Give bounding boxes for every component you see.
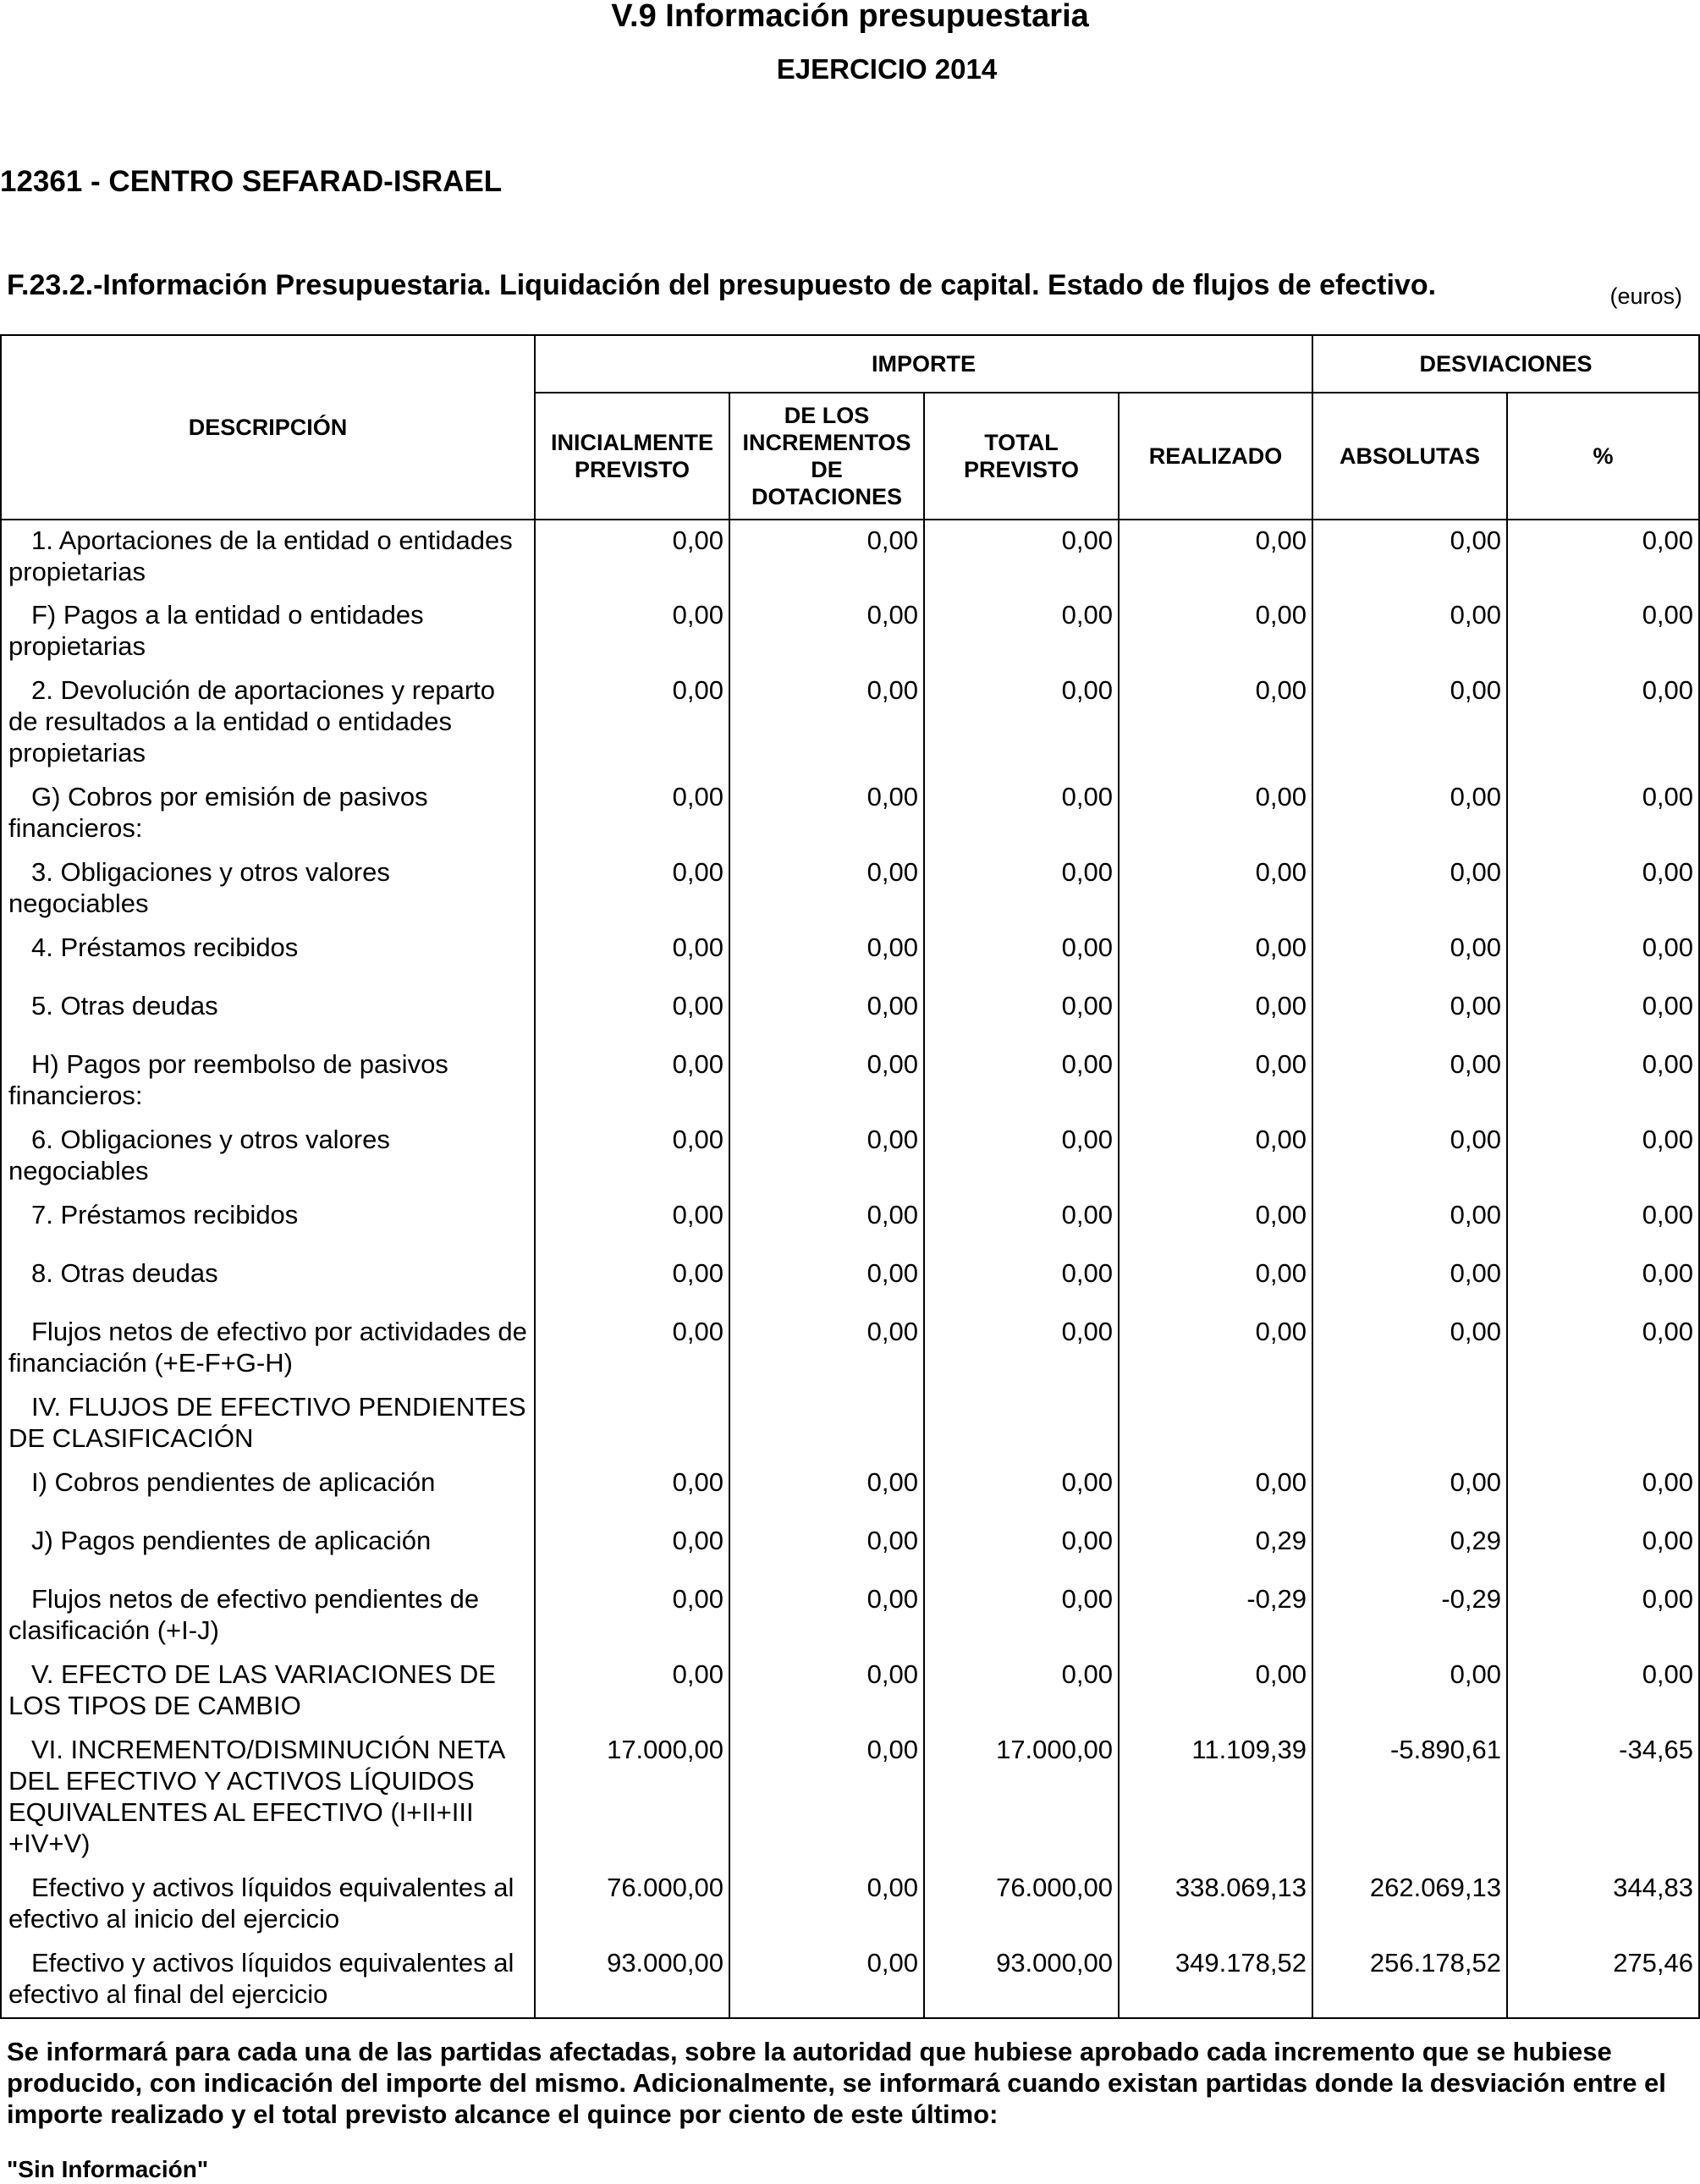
row-value: 338.069,13 [1119, 1868, 1312, 1943]
section-title: F.23.2.-Información Presupuestaria. Liquidación del presupuesto de capital. Estado de flujos de efectivo. [7, 269, 1437, 301]
table-row [1, 1312, 1699, 1387]
row-value: 0,00 [729, 1312, 924, 1387]
row-value: 0,00 [535, 777, 729, 852]
row-value: 0,00 [1507, 520, 1699, 595]
row-value [535, 1387, 729, 1462]
row-description: J) Pagos pendientes de aplicación [1, 1521, 535, 1579]
row-value: 0,00 [729, 1943, 924, 2018]
row-value: 0,00 [1507, 595, 1699, 670]
row-value: 76.000,00 [924, 1868, 1119, 1943]
table-row [1, 1462, 1699, 1521]
row-value: 262.069,13 [1312, 1868, 1507, 1943]
row-value: 17.000,00 [535, 1730, 729, 1868]
row-description: H) Pagos por reembolso de pasivos financieros: [1, 1044, 535, 1120]
table-row [1, 520, 1699, 595]
table-row [1, 1868, 1699, 1943]
row-value: 0,00 [1312, 777, 1507, 852]
row-value: 0,00 [729, 670, 924, 777]
row-value: 349.178,52 [1119, 1943, 1312, 2018]
row-value: 0,00 [1312, 1120, 1507, 1195]
row-value: 0,00 [535, 927, 729, 986]
row-value: 0,00 [535, 852, 729, 927]
row-value: -0,29 [1119, 1579, 1312, 1654]
units-label: (euros) [1609, 283, 1682, 309]
entity-name: 12361 - CENTRO SEFARAD-ISRAEL [0, 165, 503, 198]
row-value: 0,00 [535, 670, 729, 777]
row-value: 0,00 [535, 1312, 729, 1387]
row-value: 0,00 [729, 520, 924, 595]
row-description: Flujos netos de efectivo pendientes de clasificación (+I-J) [1, 1579, 535, 1654]
row-value: 0,00 [729, 595, 924, 670]
row-value: 0,00 [535, 1195, 729, 1253]
row-value: 0,00 [1119, 986, 1312, 1044]
row-value: 0,00 [924, 927, 1119, 986]
row-value: 344,83 [1507, 1868, 1699, 1943]
row-description: 6. Obligaciones y otros valores negociables [1, 1120, 535, 1195]
table-row [1, 1253, 1699, 1312]
row-description: 4. Préstamos recibidos [1, 927, 535, 986]
row-value: 0,00 [1312, 852, 1507, 927]
row-value: 0,00 [535, 1521, 729, 1579]
row-value: 0,00 [1119, 927, 1312, 986]
row-value: 0,00 [1312, 520, 1507, 595]
row-value: 0,00 [1119, 1312, 1312, 1387]
row-value: 0,00 [729, 1730, 924, 1868]
row-description: 1. Aportaciones de la entidad o entidades propietarias [1, 520, 535, 595]
row-value: 0,00 [729, 1044, 924, 1120]
row-value: 0,00 [729, 1462, 924, 1521]
row-value: 0,00 [1312, 670, 1507, 777]
table-row [1, 1120, 1699, 1195]
row-value: 0,00 [924, 1253, 1119, 1312]
row-value: 0,00 [1312, 1462, 1507, 1521]
row-value: 11.109,39 [1119, 1730, 1312, 1868]
row-description: I) Cobros pendientes de aplicación [1, 1462, 535, 1521]
row-value: 0,00 [924, 1120, 1119, 1195]
row-value: 0,00 [924, 1462, 1119, 1521]
row-value: 0,00 [1507, 1462, 1699, 1521]
header-desviaciones: DESVIACIONES [1312, 335, 1699, 393]
table-row [1, 1387, 1699, 1462]
row-value: 0,00 [729, 1195, 924, 1253]
row-value: 0,00 [729, 986, 924, 1044]
row-value: 0,00 [535, 1253, 729, 1312]
row-description: 8. Otras deudas [1, 1253, 535, 1312]
table-row [1, 1579, 1699, 1654]
table-row [1, 852, 1699, 927]
row-description: VI. INCREMENTO/DISMINUCIÓN NETA DEL EFECTIVO Y ACTIVOS LÍQUIDOS EQUIVALENTES AL EFECTIVO (I+II+III +IV+V) [1, 1730, 535, 1868]
footer-note: Se informará para cada una de las partidas afectadas, sobre la autoridad que hubiese aprobado cada incremento que se hubiese producido, con indicación del importe del mismo. Adicionalmente, se informará cuando existan partidas donde la desviación entre el importe realizado y el total previsto alcance el quince por ciento de este último: [7, 2037, 1666, 2129]
row-value: 0,00 [924, 777, 1119, 852]
header-absolutas: ABSOLUTAS [1312, 393, 1507, 520]
no-information: "Sin Información" [7, 2156, 209, 2182]
row-value: 0,00 [1119, 852, 1312, 927]
row-value: 0,00 [1507, 1044, 1699, 1120]
row-description: V. EFECTO DE LAS VARIACIONES DE LOS TIPOS DE CAMBIO [1, 1654, 535, 1730]
row-value: 0,00 [1507, 1654, 1699, 1730]
header-inicialmente-previsto: INICIALMENTE PREVISTO [535, 393, 729, 520]
row-description: Efectivo y activos líquidos equivalentes al efectivo al inicio del ejercicio [1, 1868, 535, 1943]
row-value: 0,00 [924, 1521, 1119, 1579]
row-value: 0,00 [535, 1462, 729, 1521]
table-row [1, 1521, 1699, 1579]
table-row [1, 1943, 1699, 2018]
row-value: 0,00 [729, 1253, 924, 1312]
row-value: 0,00 [1312, 986, 1507, 1044]
row-value: 0,00 [1119, 1120, 1312, 1195]
table-row [1, 1195, 1699, 1253]
row-value: 0,00 [924, 1195, 1119, 1253]
row-description: 3. Obligaciones y otros valores negociables [1, 852, 535, 927]
row-value: 0,00 [535, 1579, 729, 1654]
row-value: 0,00 [1312, 1195, 1507, 1253]
row-value: 0,00 [535, 986, 729, 1044]
row-value: 0,00 [535, 1654, 729, 1730]
header-realizado: REALIZADO [1119, 393, 1312, 520]
row-value: 0,00 [1119, 670, 1312, 777]
table-row [1, 777, 1699, 852]
row-value: 0,00 [1119, 777, 1312, 852]
row-value: 0,00 [1507, 1253, 1699, 1312]
row-value: 0,00 [729, 1521, 924, 1579]
row-value: 0,00 [924, 520, 1119, 595]
row-description: 2. Devolución de aportaciones y reparto de resultados a la entidad o entidades propietarias [1, 670, 535, 777]
row-value: 0,00 [1507, 1579, 1699, 1654]
header-importe: IMPORTE [535, 335, 1312, 393]
row-value: 93.000,00 [924, 1943, 1119, 2018]
row-description: Flujos netos de efectivo por actividades de financiación (+E-F+G-H) [1, 1312, 535, 1387]
table-row [1, 595, 1699, 670]
row-value: 0,00 [1119, 1462, 1312, 1521]
table-row [1, 1730, 1699, 1868]
row-value: 0,00 [729, 1579, 924, 1654]
row-value: 0,29 [1119, 1521, 1312, 1579]
row-value: 76.000,00 [535, 1868, 729, 1943]
row-value: 0,00 [1507, 1312, 1699, 1387]
row-value: -0,29 [1312, 1579, 1507, 1654]
row-value: 0,00 [1507, 1521, 1699, 1579]
row-value: 0,00 [924, 852, 1119, 927]
row-value: 0,00 [729, 1868, 924, 1943]
row-value: 0,00 [1507, 777, 1699, 852]
row-value [1312, 1387, 1507, 1462]
row-value: 0,00 [535, 520, 729, 595]
row-value [924, 1387, 1119, 1462]
row-value: 0,00 [1507, 852, 1699, 927]
row-value: 0,00 [535, 1120, 729, 1195]
table-row [1, 1654, 1699, 1730]
table-row [1, 986, 1699, 1044]
row-value: 0,00 [924, 595, 1119, 670]
row-value: 0,00 [535, 1044, 729, 1120]
header-incrementos: DE LOS INCREMENTOS DE DOTACIONES [729, 393, 924, 520]
row-value: 0,00 [1119, 1654, 1312, 1730]
row-value: 0,00 [1312, 1312, 1507, 1387]
table-row [1, 1044, 1699, 1120]
row-value [1119, 1387, 1312, 1462]
row-value: 93.000,00 [535, 1943, 729, 2018]
row-value: 0,00 [729, 927, 924, 986]
row-value: 0,00 [729, 777, 924, 852]
row-description: 5. Otras deudas [1, 986, 535, 1044]
row-value: 0,00 [1312, 1654, 1507, 1730]
page-title: V.9 Información presupuestaria [611, 0, 1089, 34]
row-value: 0,00 [1507, 670, 1699, 777]
fiscal-year: EJERCICIO 2014 [776, 53, 998, 85]
row-value: 0,00 [1119, 1253, 1312, 1312]
row-value: 0,00 [924, 1312, 1119, 1387]
row-value [729, 1387, 924, 1462]
row-value: 0,00 [1507, 1195, 1699, 1253]
row-value: -5.890,61 [1312, 1730, 1507, 1868]
row-value: 0,00 [729, 1120, 924, 1195]
table-row [1, 927, 1699, 986]
row-value: 17.000,00 [924, 1730, 1119, 1868]
row-description: IV. FLUJOS DE EFECTIVO PENDIENTES DE CLASIFICACIÓN [1, 1387, 535, 1462]
row-value: 0,00 [729, 852, 924, 927]
header-porcentaje: % [1507, 393, 1699, 520]
row-value: 0,00 [1312, 1044, 1507, 1120]
row-value: 0,00 [1119, 1195, 1312, 1253]
row-description: 7. Préstamos recibidos [1, 1195, 535, 1253]
header-total-previsto: TOTAL PREVISTO [924, 393, 1119, 520]
row-value: 0,00 [924, 670, 1119, 777]
header-descripcion: DESCRIPCIÓN [1, 335, 535, 520]
row-value: 0,00 [1507, 927, 1699, 986]
row-value: 0,00 [924, 1654, 1119, 1730]
table-row [1, 670, 1699, 777]
row-value: 256.178,52 [1312, 1943, 1507, 2018]
table-body [1, 520, 1699, 2018]
row-value: 0,00 [924, 1579, 1119, 1654]
row-value: 0,00 [535, 595, 729, 670]
row-value: 275,46 [1507, 1943, 1699, 2018]
row-value: 0,00 [1312, 1253, 1507, 1312]
row-description: Efectivo y activos líquidos equivalentes al efectivo al final del ejercicio [1, 1943, 535, 2018]
budget-table [0, 334, 1700, 2019]
row-value: 0,00 [1312, 595, 1507, 670]
row-value: 0,00 [1119, 595, 1312, 670]
row-value: 0,00 [1119, 1044, 1312, 1120]
row-value: 0,00 [924, 1044, 1119, 1120]
row-value: 0,00 [729, 1654, 924, 1730]
row-value: 0,00 [1312, 927, 1507, 986]
row-value: 0,00 [1507, 1120, 1699, 1195]
row-value: 0,00 [924, 986, 1119, 1044]
row-description: F) Pagos a la entidad o entidades propietarias [1, 595, 535, 670]
row-value: 0,29 [1312, 1521, 1507, 1579]
row-value [1507, 1387, 1699, 1462]
row-value: 0,00 [1119, 520, 1312, 595]
row-description: G) Cobros por emisión de pasivos financieros: [1, 777, 535, 852]
row-value: -34,65 [1507, 1730, 1699, 1868]
row-value: 0,00 [1507, 986, 1699, 1044]
